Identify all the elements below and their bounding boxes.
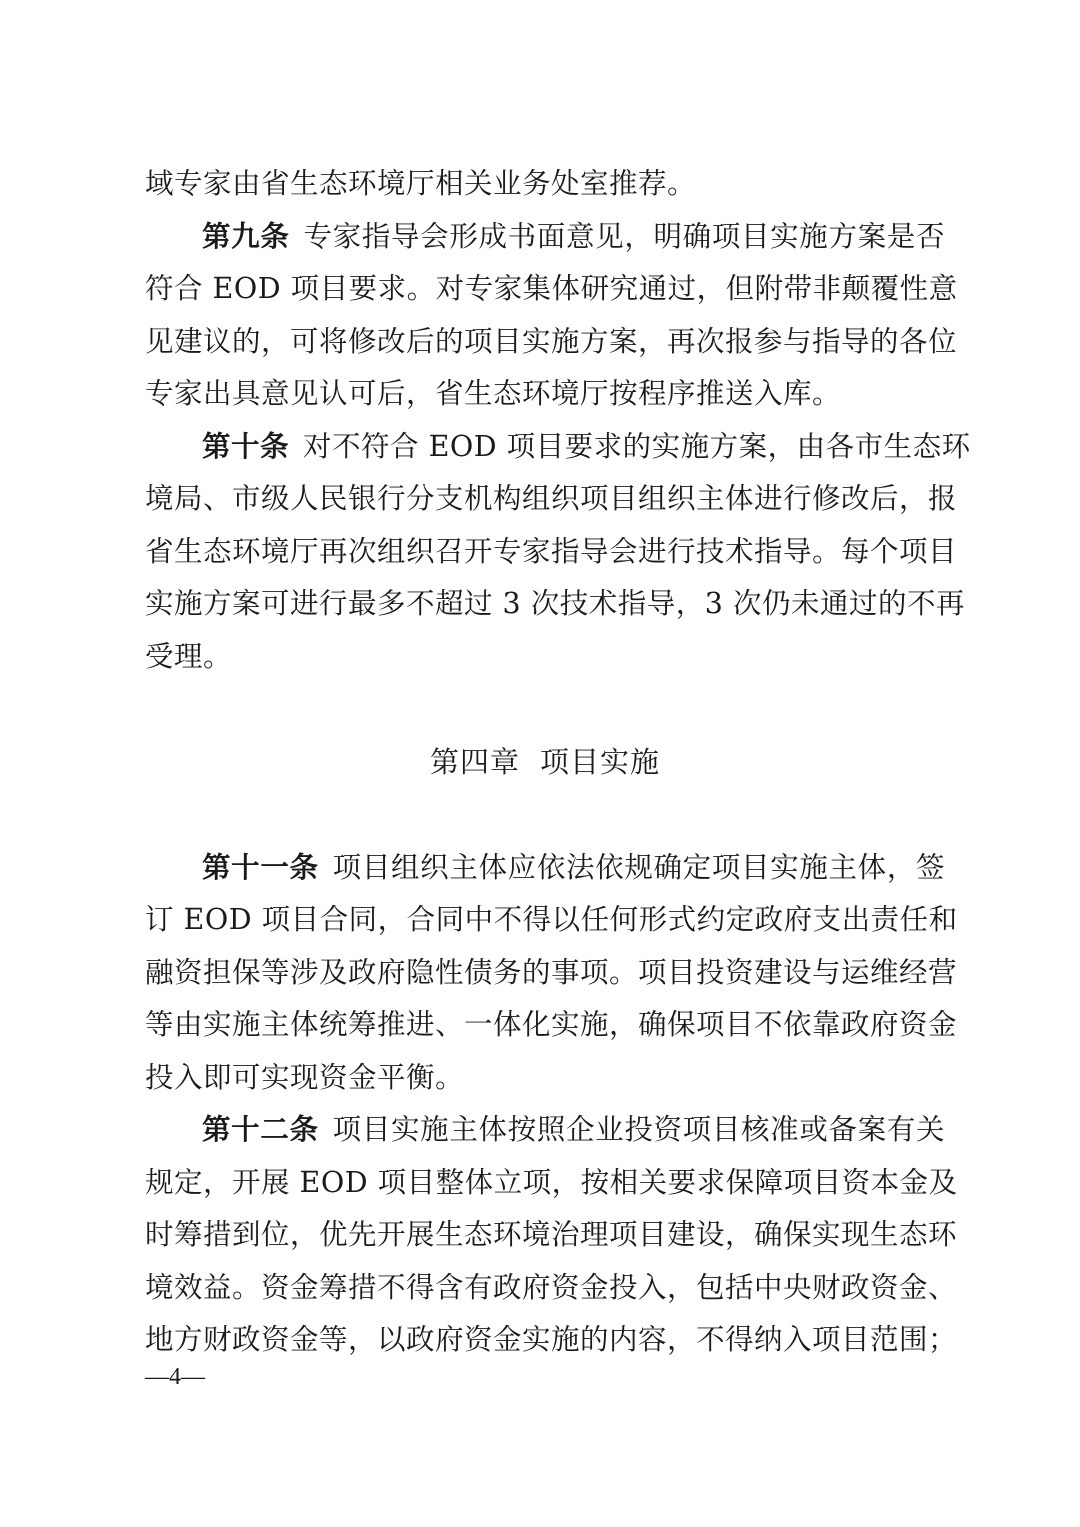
line-text: 融资担保等涉及政府隐性债务的事项。项目投资建设与运维经营 xyxy=(145,955,958,989)
chapter-number: 第四章 xyxy=(429,745,520,779)
line-text: 受理。 xyxy=(145,639,233,673)
text-line xyxy=(145,1209,958,1262)
text-line xyxy=(145,631,945,684)
chapter-title: 项目实施 xyxy=(540,745,661,779)
text-line xyxy=(145,947,958,1000)
text-line xyxy=(145,1262,958,1315)
section-before-chapter xyxy=(145,158,971,683)
article-label: 第九条 xyxy=(202,219,290,253)
line-text: 境局、市级人民银行分支机构组织项目组织主体进行修改后，报 xyxy=(145,482,958,515)
document-page xyxy=(145,158,971,1367)
article-label: 第十条 xyxy=(202,429,290,463)
text-line xyxy=(145,421,971,474)
line-text: 专家出具意见认可后，省生态环境厅按程序推送入库。 xyxy=(145,377,842,410)
article-label: 第十一条 xyxy=(202,850,319,884)
paragraph xyxy=(145,158,945,211)
line-text: 域专家由省生态环境厅相关业务处室推荐。 xyxy=(145,167,697,200)
article-label: 第十二条 xyxy=(202,1113,319,1146)
line-text: 订 EOD 项目合同，合同中不得以任何形式约定政府支出责任和 xyxy=(145,903,958,936)
text-line xyxy=(145,1052,945,1105)
line-text: 境效益。资金筹措不得含有政府资金投入，包括中央财政资金、 xyxy=(145,1270,958,1304)
text-line xyxy=(145,368,945,421)
line-text: 时筹措到位，优先开展生态环境治理项目建设，确保实现生态环 xyxy=(145,1218,958,1251)
section-after-chapter xyxy=(145,842,958,1367)
text-line xyxy=(145,526,958,579)
line-text: 省生态环境厅再次组织召开专家指导会进行技术指导。每个项目 xyxy=(145,534,958,568)
chapter-heading xyxy=(145,736,945,789)
text-line xyxy=(145,842,945,895)
text-line xyxy=(145,316,958,369)
text-line xyxy=(145,578,965,631)
line-text: 专家指导会形成书面意见，明确项目实施方案是否 xyxy=(303,219,945,253)
line-text: 项目组织主体应依法依规确定项目实施主体，签 xyxy=(332,850,945,884)
line-text: 地方财政资金等，以政府资金实施的内容，不得纳入项目范围； xyxy=(145,1323,958,1356)
line-text: 符合 EOD 项目要求。对专家集体研究通过，但附带非颠覆性意 xyxy=(145,272,958,305)
text-line xyxy=(145,894,958,947)
line-text: 等由实施主体统筹推进、一体化实施，确保项目不依靠政府资金 xyxy=(145,1008,958,1041)
text-line xyxy=(145,158,945,211)
line-text: 对不符合 EOD 项目要求的实施方案，由各市生态环 xyxy=(303,429,971,463)
paragraph xyxy=(145,842,958,1105)
text-line xyxy=(145,999,958,1052)
text-line xyxy=(145,211,945,264)
line-text: 规定，开展 EOD 项目整体立项，按相关要求保障项目资本金及 xyxy=(145,1165,958,1199)
paragraph xyxy=(145,1104,958,1367)
text-line xyxy=(145,1104,945,1157)
line-text: 投入即可实现资金平衡。 xyxy=(145,1060,465,1094)
paragraph xyxy=(145,211,958,421)
page-number: —4— xyxy=(145,1364,205,1390)
line-text: 项目实施主体按照企业投资项目核准或备案有关 xyxy=(332,1113,945,1146)
line-text: 见建议的，可将修改后的项目实施方案，再次报参与指导的各位 xyxy=(145,324,958,358)
paragraph xyxy=(145,421,971,684)
text-line xyxy=(145,1314,958,1367)
text-line xyxy=(145,473,958,526)
text-line xyxy=(145,263,958,316)
line-text: 实施方案可进行最多不超过 3 次技术指导，3 次仍未通过的不再 xyxy=(145,587,965,620)
text-line xyxy=(145,1157,958,1210)
